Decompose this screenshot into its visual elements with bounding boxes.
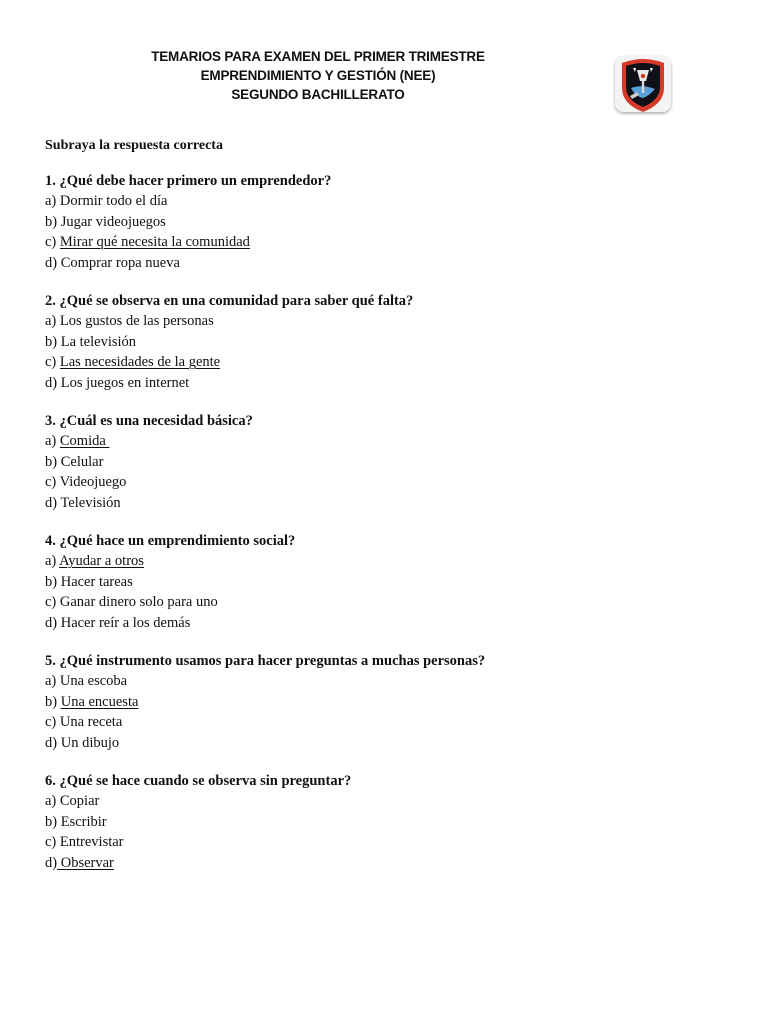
option-d [45, 493, 735, 514]
option-b [45, 452, 735, 473]
header-title-line-3: SEGUNDO BACHILLERATO [231, 87, 405, 102]
question-6 [45, 771, 735, 873]
question-title: 3. ¿Cuál es una necesidad básica? [45, 413, 253, 429]
underlined-answer: Las necesidades de la gente [59, 354, 221, 370]
option-d [45, 853, 735, 874]
option-a [45, 671, 735, 692]
option-letter: c) [45, 834, 60, 850]
exam-content [45, 136, 735, 891]
option-b [45, 692, 735, 713]
underlined-answer: Comida [59, 433, 110, 449]
option-letter: c) [45, 234, 60, 250]
question-title: 1. ¿Qué debe hacer primero un emprendedor? [45, 173, 332, 189]
option-b [45, 812, 735, 833]
option-letter: c) [45, 354, 60, 370]
option-letter: a) [45, 313, 60, 329]
option-c [45, 832, 735, 853]
header-title-line-2: EMPRENDIMIENTO Y GESTIÓN (NEE) [200, 68, 436, 83]
option-text: Hacer tareas [60, 573, 133, 590]
option-d [45, 373, 735, 394]
option-letter: b) [45, 813, 61, 830]
question-title: 4. ¿Qué hace un emprendimiento social? [45, 533, 296, 549]
option-a [45, 791, 735, 812]
instruction-text: Subraya la respuesta correcta [45, 138, 223, 153]
option-d [45, 253, 735, 274]
question-5 [45, 651, 735, 753]
underlined-answer: Una encuesta [60, 693, 139, 710]
option-letter: a) [45, 433, 60, 449]
option-a [45, 551, 735, 572]
option-text: Videojuego [59, 474, 127, 490]
option-letter: b) [45, 453, 61, 470]
underlined-answer: Ayudar a otros [59, 553, 144, 569]
option-letter: a) [45, 673, 60, 689]
option-text: Celular [60, 453, 104, 470]
option-letter: b) [45, 333, 61, 350]
school-logo [613, 54, 673, 116]
option-letter: d) [45, 614, 61, 631]
option-letter: d) [45, 254, 61, 271]
option-a [45, 431, 735, 452]
option-b [45, 332, 735, 353]
option-b [45, 212, 735, 233]
option-c [45, 712, 735, 733]
option-text: Dormir todo el día [59, 193, 168, 209]
header-title-line-1: TEMARIOS PARA EXAMEN DEL PRIMER TRIMESTRE [151, 49, 485, 64]
option-b [45, 572, 735, 593]
option-letter: d) [45, 854, 58, 871]
option-letter: a) [45, 193, 60, 209]
option-a [45, 311, 735, 332]
option-a [45, 191, 735, 212]
option-text: Ganar dinero solo para uno [59, 594, 218, 610]
option-letter: c) [45, 714, 60, 730]
option-text: Un dibujo [60, 734, 120, 751]
option-letter: a) [45, 553, 60, 569]
option-text: La televisión [60, 333, 137, 350]
option-text: Copiar [59, 793, 100, 809]
option-d [45, 733, 735, 754]
option-letter: b) [45, 693, 61, 710]
option-d [45, 613, 735, 634]
option-text: Entrevistar [59, 834, 124, 850]
document-header [118, 47, 518, 104]
option-c [45, 232, 735, 253]
question-title: 5. ¿Qué instrumento usamos para hacer preguntas a muchas personas? [45, 653, 486, 669]
option-letter: b) [45, 213, 61, 230]
school-crest-icon [613, 54, 673, 116]
question-title: 6. ¿Qué se hace cuando se observa sin preguntar? [45, 773, 352, 789]
question-3 [45, 411, 735, 513]
option-letter: d) [45, 374, 61, 391]
question-1 [45, 171, 735, 273]
option-text: Los gustos de las personas [59, 313, 214, 329]
option-letter: b) [45, 573, 61, 590]
option-c [45, 472, 735, 493]
option-text: Los juegos en internet [60, 374, 190, 391]
option-letter: c) [45, 594, 60, 610]
option-letter: d) [45, 494, 61, 511]
option-letter: a) [45, 793, 60, 809]
question-title: 2. ¿Qué se observa en una comunidad para saber qué falta? [45, 293, 414, 309]
option-text: Una escoba [59, 673, 128, 689]
option-c [45, 352, 735, 373]
option-text: Hacer reír a los demás [60, 614, 191, 631]
option-text: Una receta [59, 714, 123, 730]
underlined-answer: Observar [57, 854, 114, 871]
option-text: Comprar ropa nueva [60, 254, 180, 271]
option-text: Escribir [60, 813, 107, 830]
question-4 [45, 531, 735, 633]
question-2 [45, 291, 735, 393]
option-c [45, 592, 735, 613]
option-text: Televisión [60, 494, 121, 511]
option-letter: c) [45, 474, 60, 490]
option-text: Jugar videojuegos [60, 213, 166, 230]
underlined-answer: Mirar qué necesita la comunidad [59, 234, 250, 250]
option-letter: d) [45, 734, 61, 751]
